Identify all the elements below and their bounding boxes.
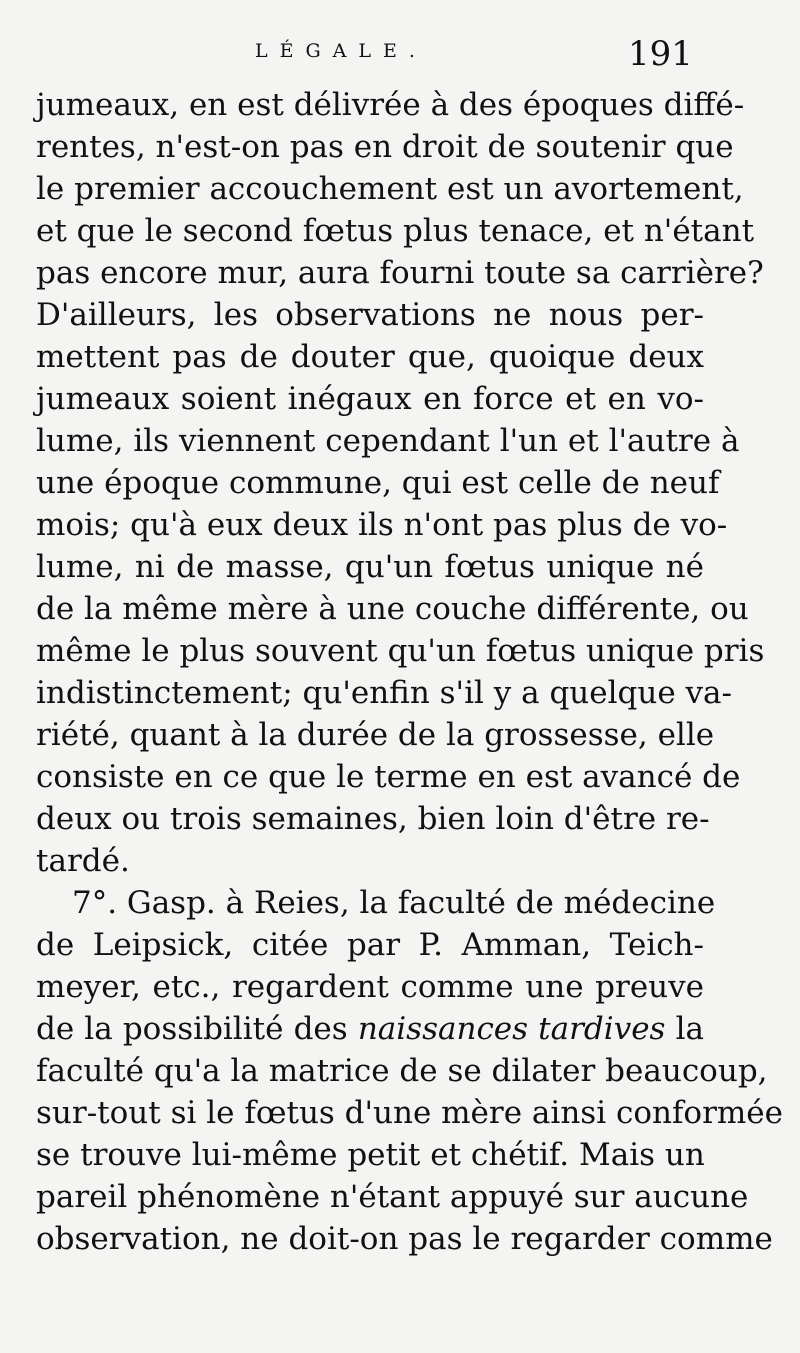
body-text <box>36 84 783 1260</box>
text-line: lume, ni de masse, qu'un fœtus unique né <box>36 549 704 585</box>
running-head <box>0 34 800 80</box>
text-line: lume, ils viennent cependant l'un et l'autre à <box>36 423 740 459</box>
italic-phrase: naissances tardives <box>357 1011 666 1047</box>
text-line: jumeaux soient inégaux en force et en vo- <box>36 381 704 417</box>
text-line: consiste en ce que le terme en est avancé de <box>36 759 741 795</box>
text-line: riété, quant à la durée de la grossesse, elle <box>36 717 715 753</box>
text-run: de la possibilité des <box>36 1011 358 1047</box>
text-line: mois; qu'à eux deux ils n'ont pas plus de vo- <box>36 507 728 543</box>
text-line: tardé. <box>36 843 130 879</box>
text-run: la <box>665 1011 704 1047</box>
text-line: le premier accouchement est un avortement, <box>36 171 744 207</box>
text-line: et que le second fœtus plus tenace, et n'étant <box>36 213 755 249</box>
paragraph-7 <box>36 882 783 1260</box>
text-line: pas encore mur, aura fourni toute sa carrière? <box>36 255 764 291</box>
text-line: pareil phénomène n'étant appuyé sur aucune <box>36 1179 749 1215</box>
text-line: rentes, n'est-on pas en droit de soutenir que <box>36 129 734 165</box>
page-number: 191 <box>628 34 693 74</box>
text-line: 7°. Gasp. à Reies, la faculté de médecine <box>72 885 716 921</box>
text-line: se trouve lui-même petit et chétif. Mais un <box>36 1137 705 1173</box>
running-title: LÉGALE. <box>255 40 427 62</box>
text-line: même le plus souvent qu'un fœtus unique pris <box>36 633 765 669</box>
text-line: D'ailleurs, les observations ne nous per- <box>36 297 704 333</box>
paragraph-continued <box>36 84 765 882</box>
text-line-with-italic <box>36 1008 704 1050</box>
text-line: de la même mère à une couche différente, ou <box>36 591 749 627</box>
text-line: une époque commune, qui est celle de neuf <box>36 465 720 501</box>
text-line: meyer, etc., regardent comme une preuve <box>36 969 704 1005</box>
text-line: indistinctement; qu'enfin s'il y a quelque va- <box>36 675 733 711</box>
text-line: sur-tout si le fœtus d'une mère ainsi conformée <box>36 1095 783 1131</box>
text-line: observation, ne doit-on pas le regarder comme <box>36 1221 773 1257</box>
text-line: faculté qu'a la matrice de se dilater beaucoup, <box>36 1053 768 1089</box>
text-line: de Leipsick, citée par P. Amman, Teich- <box>36 927 704 963</box>
text-line: mettent pas de douter que, quoique deux <box>36 339 704 375</box>
text-line: deux ou trois semaines, bien loin d'être re- <box>36 801 710 837</box>
text-line: jumeaux, en est délivrée à des époques diffé- <box>36 87 745 123</box>
